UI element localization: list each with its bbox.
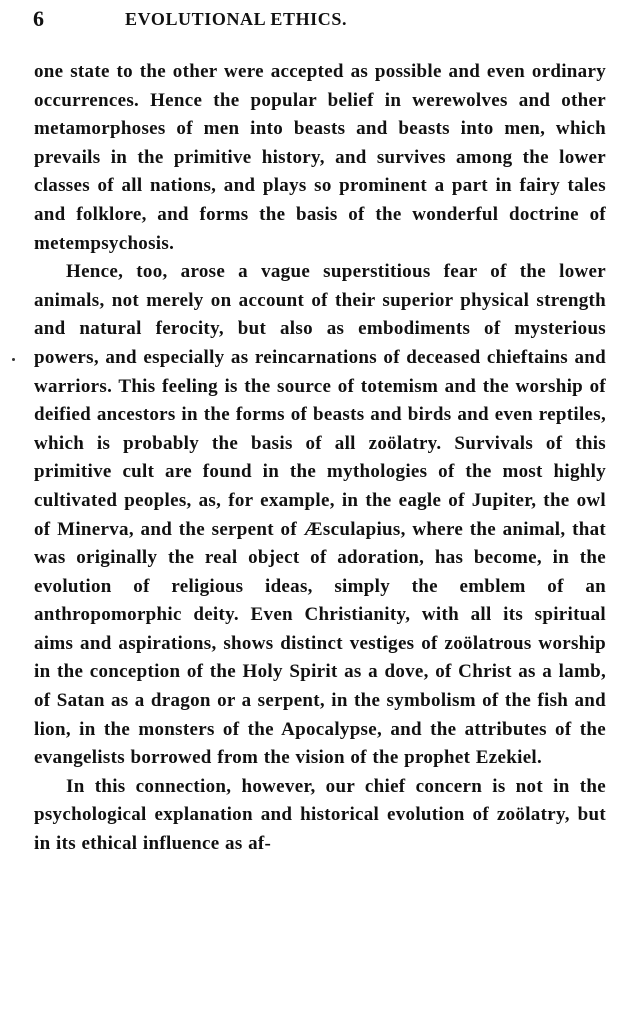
paragraph-zoolatry: Hence, too, arose a vague superstitious fear of the lower animals, not merely on account of their superior physical strength and natural ferocity, but also as embodiments of mysterious powers, and especially as reincarnations of deceased chieftains and warriors. This feeling is the source of totemism and the worship of deified ancestors in the forms of beasts and birds and even reptiles, which is probably the basis of all zoölatry. Survivals of this primitive cult are found in the mythologies of the most highly cultivated peoples, as, for example, in the eagle of Jupiter, the owl of Minerva, and the serpent of Æsculapius, where the animal, that was originally the real object of adoration, has become, in the evolution of religious ideas, simply the emblem of an anthropomorphic deity. Even Christianity, with all its spiritual aims and aspirations, shows distinct vestiges of zoölatrous worship in the conception of the Holy Spirit as a dove, of Christ as a lamb, of Satan as a dragon or a serpent, in the symbolism of the fish and lion, in the monsters of the Apocalypse, and the attributes of the evangelists borrowed from the vision of the prophet Ezekiel. bbox=[34, 261, 606, 769]
paragraph-ethical-influence: In this connection, however, our chief concern is not in the psychological explanation and historical evolution of zoölatry, but in its ethical influence as af- bbox=[34, 775, 606, 855]
paragraph-continued: one state to the other were accepted as possible and even ordinary occurrences. Hence the popular belief in werewolves and other metamorphoses of men into beasts and beasts into men, which prevails in the primitive history, and survives among the lower classes of all nations, and plays so prominent a part in fairy tales and folklore, and forms the basis of the wonderful doctrine of metempsychosis. bbox=[34, 61, 606, 254]
body-text bbox=[34, 58, 606, 859]
margin-ink-dot bbox=[12, 358, 15, 361]
page-number: 6 bbox=[33, 6, 44, 31]
running-head bbox=[33, 6, 600, 34]
running-title: EVOLUTIONAL ETHICS. bbox=[125, 9, 348, 29]
